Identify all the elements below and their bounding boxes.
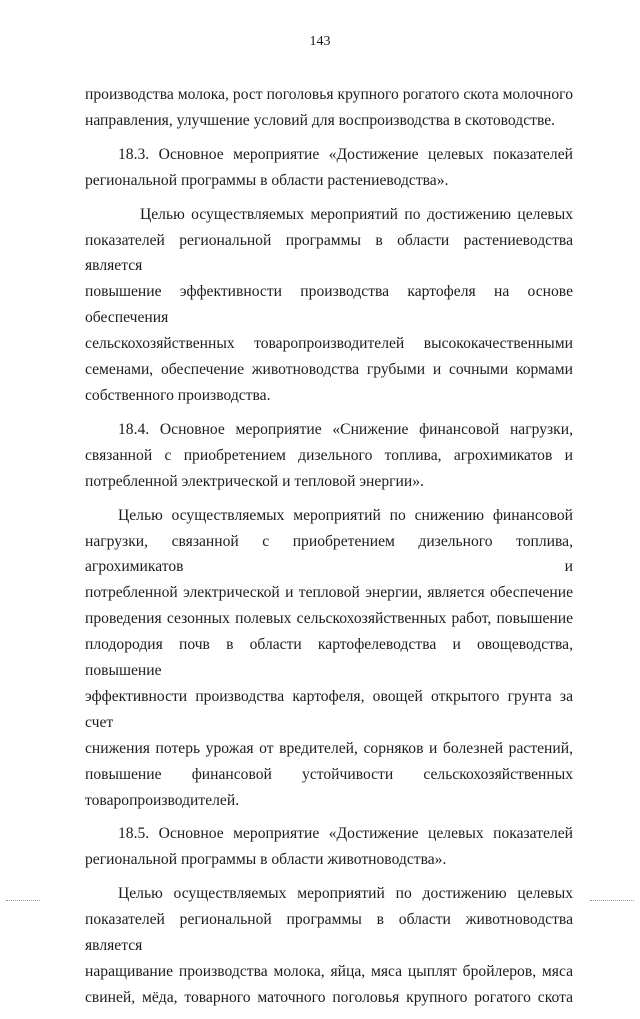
- paragraph-continuation: [85, 82, 573, 134]
- text-line: показателей региональной программы в области растениеводства является: [85, 231, 573, 275]
- text-line: эффективности производства картофеля, овощей открытого грунта за счет: [85, 687, 573, 731]
- paragraph-goal-financial-burden: [85, 503, 573, 814]
- text-line: Целью осуществляемых мероприятий по снижению финансовой: [118, 506, 573, 524]
- text-line: товаропроизводителей.: [85, 791, 240, 809]
- text-line: производства молока, рост поголовья крупного рогатого скота молочного: [85, 86, 573, 103]
- text-line: снижения потерь урожая от вредителей, сорняков и болезней растений,: [85, 739, 573, 757]
- text-line: повышение эффективности производства картофеля на основе обеспечения: [85, 283, 573, 327]
- text-line: проведения сезонных полевых сельскохозяйственных работ, повышение: [85, 610, 573, 628]
- text-line: сельскохозяйственных товаропроизводителей высококачественными: [85, 335, 573, 353]
- text-line: плодородия почв в области картофелеводства и овощеводства, повышение: [85, 636, 573, 680]
- paragraph-heading-18-5: [85, 821, 573, 873]
- text-line: Целью осуществляемых мероприятий по достижению целевых: [140, 205, 573, 223]
- text-line: региональной программы в области животноводства».: [85, 851, 447, 869]
- text-line: 18.3. Основное мероприятие «Достижение целевых показателей: [118, 145, 573, 163]
- paragraph-goal-livestock: [85, 881, 573, 1011]
- scan-edge-mark: [590, 900, 634, 901]
- text-line: потребленной электрической и тепловой энергии, является обеспечение: [85, 584, 573, 602]
- text-line: собственного производства.: [85, 386, 271, 404]
- document-body: [85, 82, 573, 1019]
- text-line: 18.5. Основное мероприятие «Достижение целевых показателей: [118, 825, 573, 843]
- text-line: направления, улучшение условий для воспроизводства в скотоводстве.: [85, 111, 556, 129]
- page-number: 143: [309, 34, 331, 49]
- text-line: региональной программы в области растениеводства».: [85, 171, 449, 189]
- text-line: 18.4. Основное мероприятие «Снижение финансовой нагрузки,: [118, 420, 573, 438]
- text-line: Целью осуществляемых мероприятий по достижению целевых: [118, 885, 573, 903]
- text-line: наращивание производства молока, яйца, мяса цыплят бройлеров, мяса: [85, 963, 573, 980]
- paragraph-goal-crop-production: [85, 202, 573, 409]
- text-line: семенами, обеспечение животноводства грубыми и сочными кормами: [85, 361, 573, 379]
- text-line: повышение финансовой устойчивости сельскохозяйственных: [85, 765, 573, 783]
- text-line: свиней, мёда, товарного маточного поголовья крупного рогатого скота: [85, 988, 573, 1006]
- paragraph-heading-18-3: [85, 142, 573, 194]
- text-line: показателей региональной программы в области животноводства является: [85, 911, 573, 955]
- text-line: нагрузки, связанной с приобретением дизельного топлива, агрохимикатов и: [85, 532, 573, 576]
- text-line: потребленной электрической и тепловой энергии».: [85, 472, 424, 490]
- text-line: связанной с приобретением дизельного топлива, агрохимикатов и: [85, 446, 573, 464]
- scan-edge-mark: [6, 900, 40, 901]
- paragraph-heading-18-4: [85, 417, 573, 495]
